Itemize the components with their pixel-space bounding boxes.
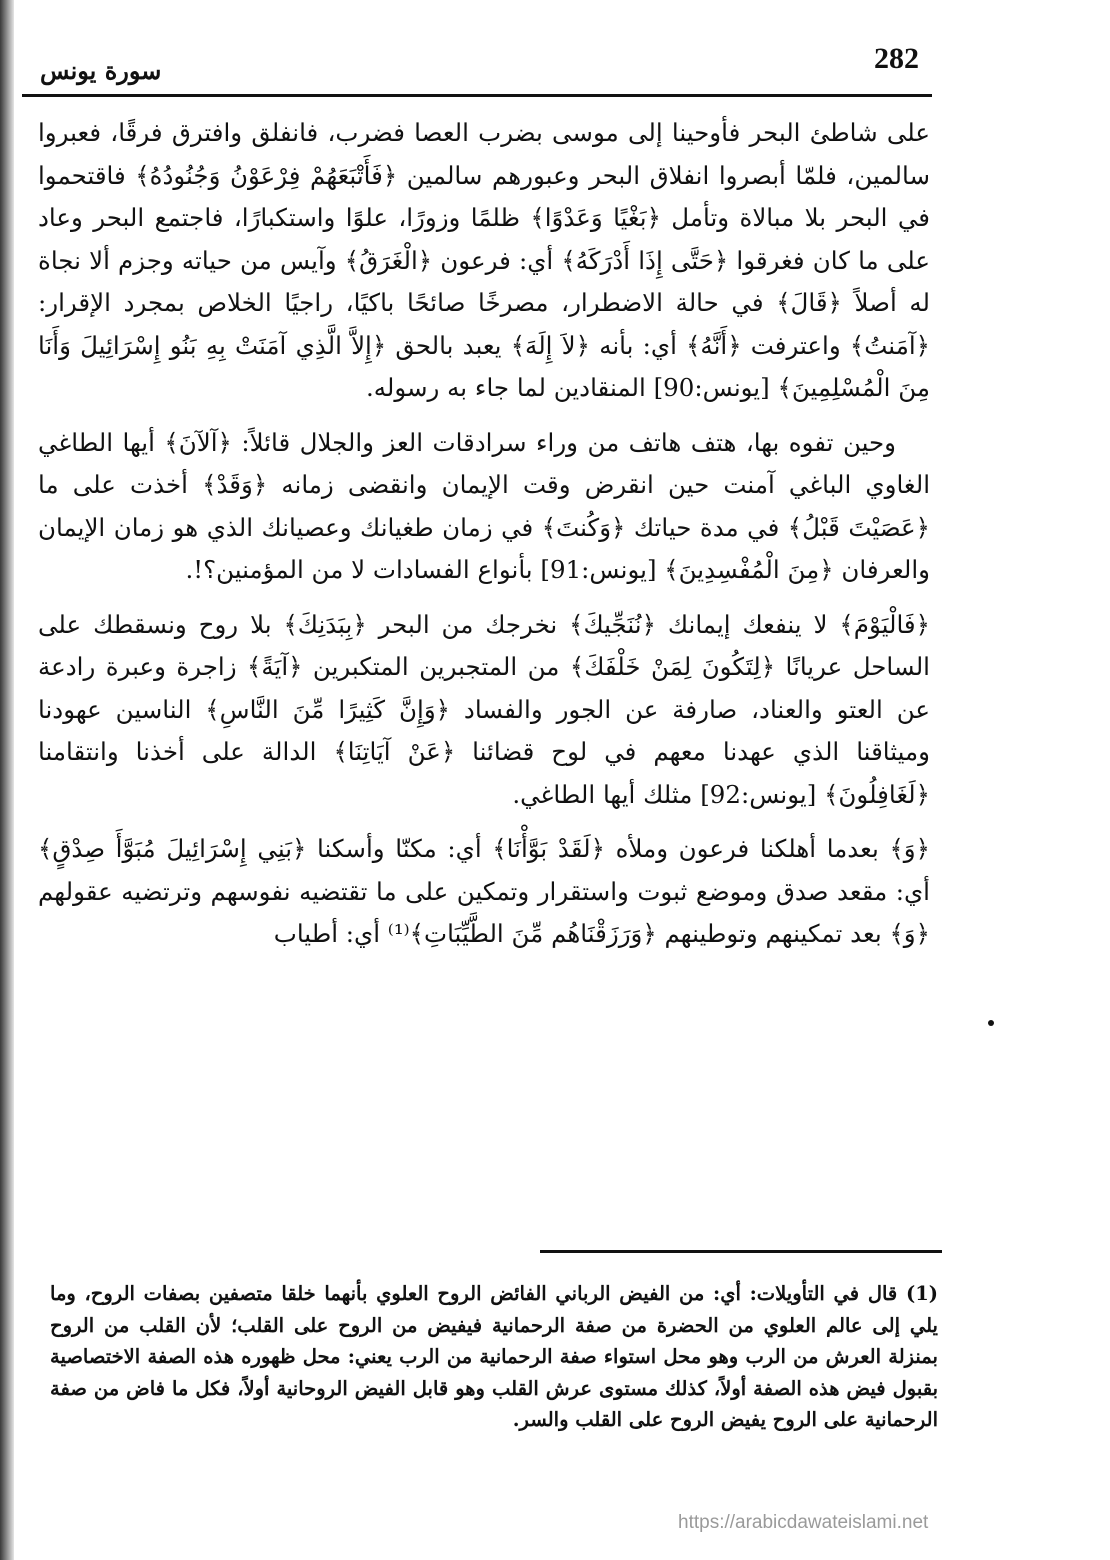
footnote-divider [540,1250,942,1253]
paragraph: ﴿فَالْيَوْمَ﴾ لا ينفعك إيمانك ﴿نُنَجِّيكَ﴾ نخرجك من البحر ﴿بِبَدَنِكَ﴾ بلا روح ونسقطك على الساحل عريانًا ﴿لِتَكُونَ لِمَنْ خَلْفَكَ﴾ من المتجبرين المتكبرين ﴿آيَةً﴾ زاجرة وعبرة رادعة عن العتو والعناد، صارفة عن الجور والفساد ﴿وَإِنَّ كَثِيرًا مِّنَ النَّاسِ﴾ الناسين عهودنا وميثاقنا الذي عهدنا معهم في لوح قضائنا ﴿عَنْ آيَاتِنَا﴾ الدالة على أخذنا وانتقامنا ﴿لَغَافِلُونَ﴾ [يونس:92] مثلك أيها الطاغي. [38,609,930,809]
watermark-url: https://arabicdawateislami.net [678,1512,929,1533]
paragraph: ﴿وَ﴾ بعدما أهلكنا فرعون وملأه ﴿لَقَدْ بَوَّأْنَا﴾ أي: مكنّا وأسكنا ﴿بَنِي إِسْرَائِيلَ مُبَوَّأَ صِدْقٍ﴾ أي: مقعد صدق وموضع ثبوت واستقرار وتمكين على ما تقتضيه نفوسهم وترتضيه عقولهم ﴿وَ﴾ بعد تمكينهم وتوطينهم ﴿وَرَزَقْنَاهُم مِّنَ الطَّيِّبَاتِ﴾⁽¹⁾ أي: أطياب [38,834,930,948]
footnotes [50,1278,938,1436]
page-number: 282 [874,42,919,75]
scan-edge-shadow [0,0,14,1560]
body-text [38,112,930,956]
page-header [22,42,932,97]
paragraph: وحين تفوه بها، هتف هاتف من وراء سرادقات العز والجلال قائلاً: ﴿آلآنَ﴾ أيها الطاغي الغاوي الباغي آمنت حين انقرض وقت الإيمان وانقضى زمانه ﴿وَقَدْ﴾ أخذت على ما ﴿عَصَيْتَ قَبْلُ﴾ في مدة حياتك ﴿وَكُنتَ﴾ في زمان طغيانك وعصيانك الذي هو زمان الإيمان والعرفان ﴿مِنَ الْمُفْسِدِينَ﴾ [يونس:91] بأنواع الفسادات لا من المؤمنين؟!. [38,427,930,584]
footnote: (1) قال في التأويلات: أي: من الفيض الرباني الفائض الروح العلوي بأنهما خلقا متصفين بصفات الروح، وما يلي إلى عالم العلوي من الحضرة من صفة الرحمانية فيفيض من الروح على القلب؛ لأن القلب من الروح بمنزلة العرش من الرب وهو محل استواء صفة الرحمانية من الرب يعني: محل ظهوره هذه الصفة الاختصاصية بقبول فيض هذه الصفة أولاً، كذلك مستوى عرش القلب وهو قابل الفيض الروحانية أولاً، فكل ما فاض من صفة الرحمانية على الروح يفيض الروح على القلب والسر. [50,1282,938,1431]
paragraph: على شاطئ البحر فأوحينا إلى موسى بضرب العصا فضرب، فانفلق وافترق فرقًا، فعبروا سالمين، فلمّا أبصروا انفلاق البحر وعبورهم سالمين ﴿فَأَتْبَعَهُمْ فِرْعَوْنُ وَجُنُودُهُ﴾ فاقتحموا في البحر بلا مبالاة وتأمل ﴿بَغْيًا وَعَدْوًا﴾ ظلمًا وزورًا، علوًا واستكبارًا، فاجتمع البحر وعاد على ما كان فغرقوا ﴿حَتَّى إِذَا أَدْرَكَهُ﴾ أي: فرعون ﴿الْغَرَقُ﴾ وآيس من حياته وجزم ألا نجاة له أصلاً ﴿قَالَ﴾ في حالة الاضطرار، مصرخًا صائحًا باكيًا، راجيًا الخلاص بمجرد الإقرار: ﴿آمَنتُ﴾ واعترفت ﴿أَنَّهُ﴾ أي: بأنه ﴿لاَ إِلَهَ﴾ يعبد بالحق ﴿إِلاَّ الَّذِي آمَنَتْ بِهِ بَنُو إِسْرَائِيلَ وَأَنَا مِنَ الْمُسْلِمِينَ﴾ [يونس:90] المنقادين لما جاء به رسوله. [38,118,930,402]
surah-title: سورة يونس [40,56,162,85]
margin-dot [988,1020,994,1026]
